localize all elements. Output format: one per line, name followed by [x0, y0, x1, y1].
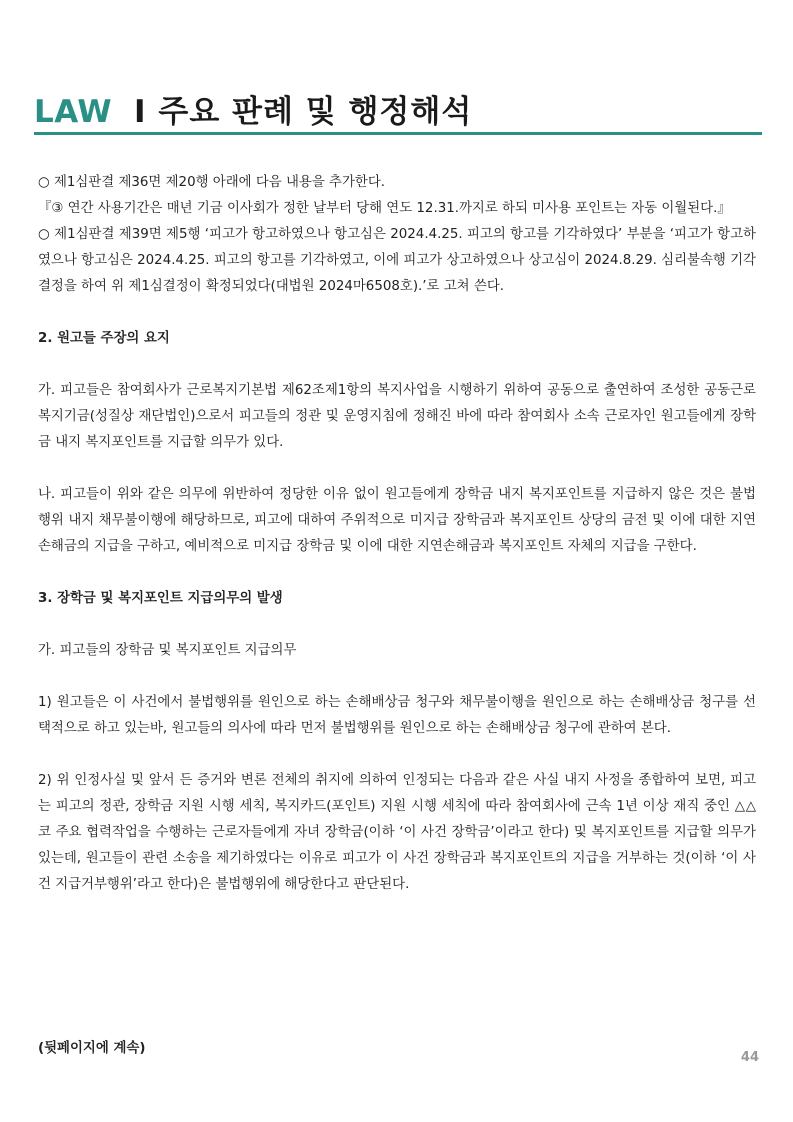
intro-quote: 『③ 연간 사용기간은 매년 기금 이사회가 정한 날부터 당해 연도 12.31.까지로 하되 미사용 포인트는 자동 이월된다.』	[38, 201, 731, 216]
section-3-para-2: 2) 위 인정사실 및 앞서 든 증거와 변론 전체의 취지에 의하여 인정되는 다음과 같은 사실 내지 사정을 종합하여 보면, 피고는 피고의 정관, 장학금 지원 시행 세칙, 복지카드(포인트) 지원 시행 세칙에 따라 참여회사에 근속 1년 이상 재직 중인 △△코 주요 협력작업을 수행하는 근로자들에게 자녀 장학금(이하 ‘이 사건 장학금’이라고 한다) 및 복지포인트를 지급할 의무가 있는데, 원고들이 관련 소송을 제기하였다는 이유로 피고가 이 사건 장학금과 복지포인트의 지급을 거부하는 것(이하 ‘이 사건 지급거부행위’라고 한다)은 불법행위에 해당한다고 판단된다.	[38, 773, 756, 892]
continued-note: (뒷페이지에 계속)	[38, 1041, 146, 1056]
section-3-para-1: 1) 원고들은 이 사건에서 불법행위를 원인으로 하는 손해배상금 청구와 채무불이행을 원인으로 하는 손해배상금 청구를 선택적으로 하고 있는바, 원고들의 의사에 따라 먼저 불법행위를 원인으로 하는 손해배상금 청구에 관하여 본다.	[38, 695, 756, 736]
intro-line-1: ○ 제1심판결 제36면 제20행 아래에 다음 내용을 추가한다.	[38, 175, 386, 190]
page-number: 44	[740, 1050, 759, 1065]
document-body	[38, 170, 756, 898]
header-divider	[34, 132, 762, 135]
section-2-heading: 2. 원고들 주장의 요지	[38, 331, 170, 346]
page-title: I 주요 판례 및 행정해석	[134, 94, 473, 130]
section-2-para-ga: 가. 피고들은 참여회사가 근로복지기본법 제62조제1항의 복지사업을 시행하기 위하여 공동으로 출연하여 조성한 공동근로복지기금(성질상 재단법인)으로서 피고들의 정관 및 운영지침에 정해진 바에 따라 참여회사 소속 근로자인 원고들에게 장학금 내지 복지포인트를 지급할 의무가 있다.	[38, 383, 756, 450]
page-header	[34, 82, 762, 132]
intro-line-2: ○ 제1심판결 제39면 제5행 ‘피고가 항고하였으나 항고심은 2024.4.25. 피고의 항고를 기각하였다’ 부분을 ‘피고가 항고하였으나 항고심은 2024.4.25. 피고의 항고를 기각하였고, 이에 피고가 상고하였으나 상고심이 2024.8.29. 심리불속행 기각 결정을 하여 위 제1심결정이 확정되었다(대법원 2024마6508호).’로 고쳐 쓴다.	[38, 227, 756, 294]
section-2-para-na: 나. 피고들이 위와 같은 의무에 위반하여 정당한 이유 없이 원고들에게 장학금 내지 복지포인트를 지급하지 않은 것은 불법행위 내지 채무불이행에 해당하므로, 피고에 대하여 주위적으로 미지급 장학금과 복지포인트 상당의 금전 및 이에 대한 지연손해금의 지급을 구하고, 예비적으로 미지급 장학금 및 이에 대한 지연손해금과 복지포인트 자체의 지급을 구한다.	[38, 487, 756, 554]
law-label: LAW	[34, 94, 113, 130]
section-3-heading: 3. 장학금 및 복지포인트 지급의무의 발생	[38, 591, 283, 606]
section-3-sub-ga: 가. 피고들의 장학금 및 복지포인트 지급의무	[38, 643, 297, 658]
